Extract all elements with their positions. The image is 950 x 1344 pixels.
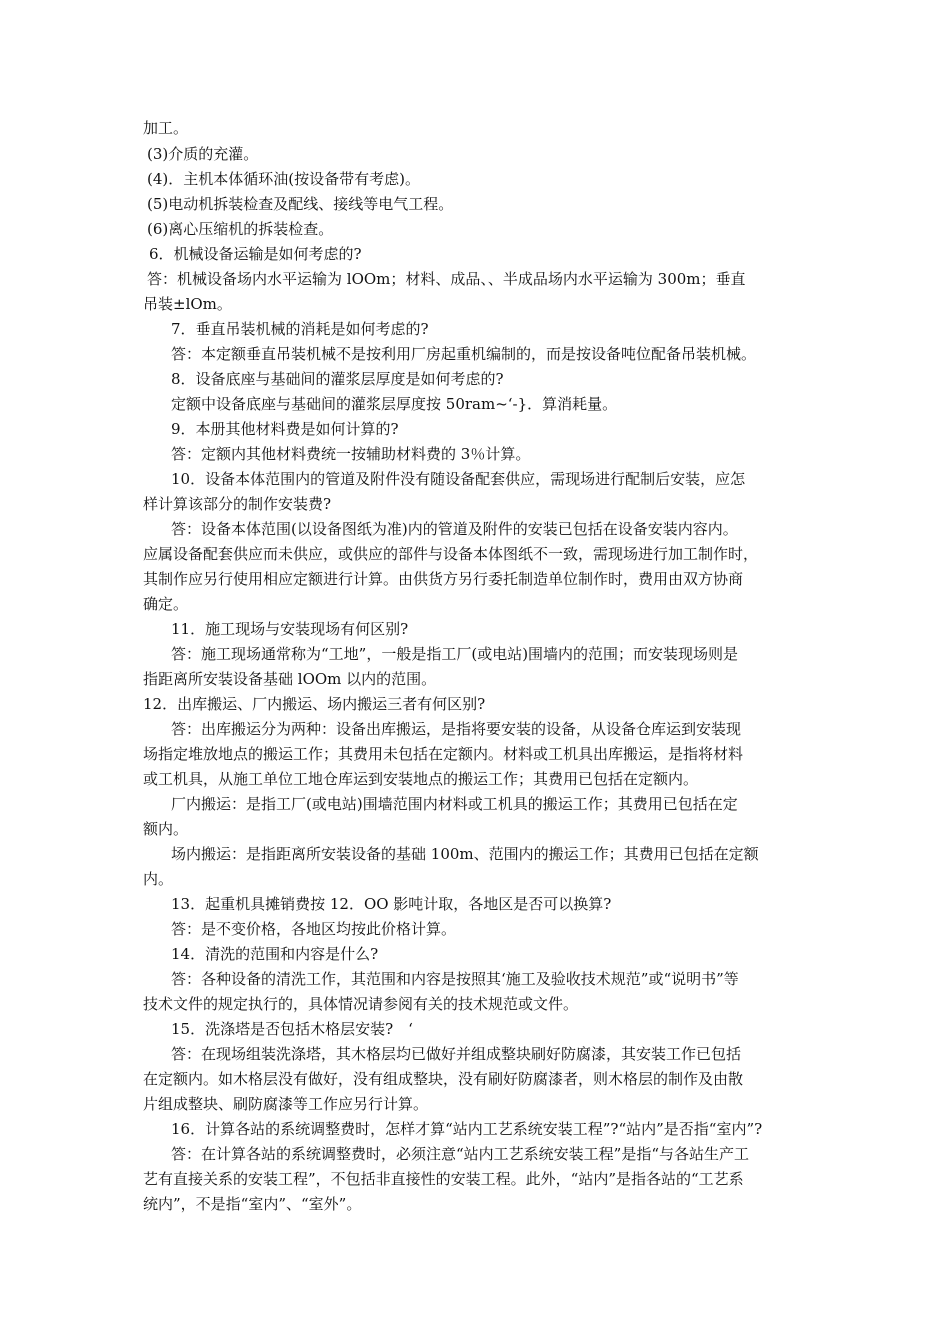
text-line: 16．计算各站的系统调整费时，怎样才算“站内工艺系统安装工程”?“站内”是否指“室内”?: [171, 1120, 763, 1138]
text-line: 答：设备本体范围(以设备图纸为准)内的管道及附件的安装已包括在设备安装内容内。: [171, 520, 738, 538]
text-line: 定额中设备底座与基础间的灌浆层厚度按 50ram~‘-}．算消耗量。: [171, 395, 618, 413]
text-line: 或工机具，从施工单位工地仓库运到安装地点的搬运工作；其费用已包括在定额内。: [143, 770, 699, 788]
text-line: 技术文件的规定执行的，具体情况请参阅有关的技术规范或文件。: [143, 995, 579, 1013]
text-line: 指距离所安装设备基础 lOOm 以内的范围。: [143, 670, 437, 688]
text-line: 厂内搬运：是指工厂(或电站)围墙范围内材料或工机具的搬运工作；其费用已包括在定: [171, 795, 738, 813]
text-line: 样计算该部分的制作安装费?: [143, 495, 332, 513]
text-line: (3)介质的充灌。: [147, 145, 259, 163]
text-line: 答：施工现场通常称为“工地”，一般是指工厂(或电站)围墙内的范围；而安装现场则是: [171, 645, 739, 663]
text-line: 其制作应另行使用相应定额进行计算。由供货方另行委托制造单位制作时，费用由双方协商: [143, 570, 744, 588]
text-line: 统内”，不是指“室内”、“室外”。: [143, 1195, 362, 1213]
text-line: 答：本定额垂直吊装机械不是按利用厂房起重机编制的，而是按设备吨位配备吊装机械。: [171, 345, 757, 363]
text-line: 12．出库搬运、厂内搬运、场内搬运三者有何区别?: [143, 695, 486, 713]
text-line: 13．起重机具摊销费按 12．OO 影吨计取，各地区是否可以换算?: [171, 895, 612, 913]
text-line: 答：机械设备场内水平运输为 lOOm；材料、成品、、半成品场内水平运输为 300m；垂直: [147, 270, 746, 288]
text-line: 应属设备配套供应而未供应，或供应的部件与设备本体图纸不一致，需现场进行加工制作时，: [143, 545, 759, 563]
text-line: 6．机械设备运输是如何考虑的?: [149, 245, 362, 263]
text-line: 在定额内。如木格层没有做好，没有组成整块，没有刷好防腐漆者，则木格层的制作及由散: [143, 1070, 744, 1088]
text-line: 11．施工现场与安装现场有何区别?: [171, 620, 409, 638]
text-line: 艺有直接关系的安装工程”，不包括非直接性的安装工程。此外，“站内”是指各站的“工艺系: [143, 1170, 744, 1188]
text-line: (5)电动机拆装检查及配线、接线等电气工程。: [147, 195, 454, 213]
text-line: 加工。: [143, 119, 189, 137]
text-line: 确定。: [143, 595, 189, 613]
text-line: 15．洗涤塔是否包括木格层安装? ‘: [171, 1020, 413, 1038]
text-line: 场指定堆放地点的搬运工作；其费用未包括在定额内。材料或工机具出库搬运，是指将材料: [143, 745, 744, 763]
text-line: (4)．主机本体循环油(按设备带有考虑)。: [147, 170, 420, 188]
text-line: 答：出库搬运分为两种：设备出库搬运，是指将要安装的设备，从设备仓库运到安装现: [171, 720, 742, 738]
text-line: 内。: [143, 870, 174, 888]
text-line: 9．本册其他材料费是如何计算的?: [171, 420, 399, 438]
text-line: 14．清洗的范围和内容是什么?: [171, 945, 379, 963]
text-line: 答：各种设备的清洗工作，其范围和内容是按照其‘施工及验收技术规范”或“说明书”等: [171, 970, 739, 988]
text-line: 额内。: [143, 820, 189, 838]
text-line: 片组成整块、刷防腐漆等工作应另行计算。: [143, 1095, 429, 1113]
text-line: 8．设备底座与基础间的灌浆层厚度是如何考虑的?: [171, 370, 504, 388]
text-line: (6)离心压缩机的拆装检查。: [147, 220, 334, 238]
text-line: 7．垂直吊装机械的消耗是如何考虑的?: [171, 320, 429, 338]
text-line: 答：定额内其他材料费统一按辅助材料费的 3％计算。: [171, 445, 531, 463]
text-line: 10．设备本体范围内的管道及附件没有随设备配套供应，需现场进行配制后安装，应怎: [171, 470, 746, 488]
text-line: 答：是不变价格，各地区均按此价格计算。: [171, 920, 457, 938]
text-line: 答：在计算各站的系统调整费时，必须注意“站内工艺系统安装工程”是指“与各站生产工: [171, 1145, 750, 1163]
text-line: 场内搬运：是指距离所安装设备的基础 100m、范围内的搬运工作；其费用已包括在定额: [171, 845, 759, 863]
text-line: 答：在现场组装洗涤塔，其木格层均已做好并组成整块刷好防腐漆，其安装工作已包括: [171, 1045, 742, 1063]
text-line: 吊装±lOm。: [143, 295, 232, 313]
